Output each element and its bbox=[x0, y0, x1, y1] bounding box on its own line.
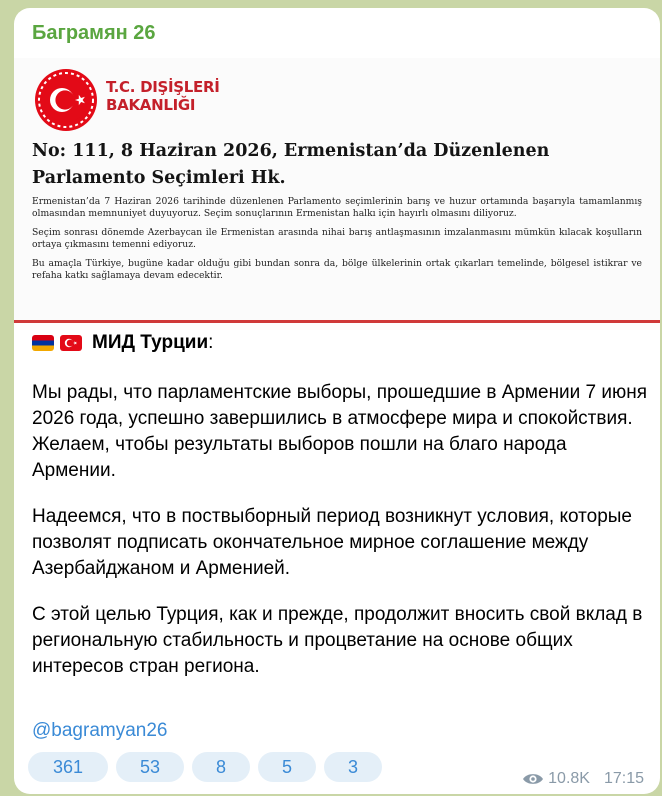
attached-document-image[interactable] bbox=[14, 58, 660, 323]
message-meta bbox=[522, 770, 644, 788]
document-title: No: 111, 8 Haziran 2026, Ermenistan’da Düzenlenen Parlamento Seçimleri Hk. bbox=[32, 141, 550, 188]
ministry-name-line2: BAKANLIĞI bbox=[106, 96, 196, 114]
message-header bbox=[32, 326, 650, 360]
reaction-button[interactable]: 8 bbox=[192, 752, 250, 782]
ministry-name bbox=[106, 78, 220, 114]
message-bubble bbox=[14, 8, 660, 794]
message-time: 17:15 bbox=[603, 770, 644, 787]
view-count: 10.8K bbox=[548, 770, 590, 787]
reaction-button[interactable]: 53 bbox=[116, 752, 184, 782]
reaction-button[interactable]: 3 bbox=[324, 752, 382, 782]
message-content bbox=[32, 326, 650, 680]
reaction-button[interactable]: 361 bbox=[28, 752, 108, 782]
message-paragraph: С этой целью Турция, как и прежде, продолжит вносить свой вклад в региональную стабильность и процветание на основе общих интересов стран региона. bbox=[32, 604, 643, 677]
document-body bbox=[32, 196, 642, 288]
document-paragraph: Seçim sonrası dönemde Azerbaycan ile Ermenistan arasında nihai barış antlaşmasının imzalanmasını mümkün kılacak koşulların ortaya çıkmasını temenni ediyoruz. bbox=[32, 226, 642, 251]
channel-name[interactable]: Баграмян 26 bbox=[32, 22, 156, 44]
turkey-flag-icon bbox=[60, 335, 82, 351]
message-paragraph: Надеемся, что в поствыборный период возникнут условия, которые позволят подписать окончательное мирное соглашение между Азербайджаном и Арменией. bbox=[32, 506, 633, 579]
reactions-bar bbox=[28, 752, 382, 782]
channel-handle-link[interactable]: @bagramyan26 bbox=[32, 720, 168, 741]
document-paragraph: Bu amaçla Türkiye, bugüne kadar olduğu gibi bundan sonra da, bölge ülkelerinin ortak çıkarları temelinde, bölgesel istikrar ve refaha katkı sağlamaya devam edecektir. bbox=[32, 257, 642, 282]
armenia-flag-icon bbox=[32, 335, 54, 351]
message-text bbox=[32, 380, 650, 680]
turkish-emblem-icon bbox=[34, 68, 98, 132]
message-header-colon: : bbox=[208, 332, 214, 353]
message-paragraph: Мы рады, что парламентские выборы, прошедшие в Армении 7 июня 2026 года, успешно завершились в атмосфере мира и спокойствия. Желаем, чтобы результаты выборов пошли на благо народа Армении. bbox=[32, 382, 648, 481]
views-eye-icon bbox=[522, 772, 544, 786]
reaction-button[interactable]: 5 bbox=[258, 752, 316, 782]
ministry-name-line1: T.C. DIŞİŞLERİ bbox=[106, 78, 220, 96]
message-header-label: МИД Турции bbox=[92, 332, 209, 353]
document-paragraph: Ermenistan’da 7 Haziran 2026 tarihinde düzenlenen Parlamento seçimlerinin barış ve huzur ortamında başarıyla tamamlanmış olmasından memnuniyet duyuyoruz. Seçim sonuçlarının Ermenistan halkı için hayırlı olmasını diliyoruz. bbox=[32, 196, 642, 220]
